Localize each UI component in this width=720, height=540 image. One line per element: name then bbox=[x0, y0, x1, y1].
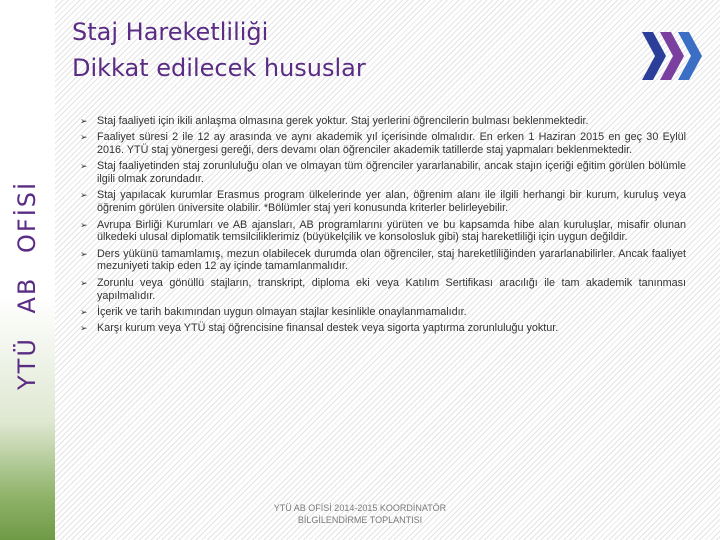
slide-title bbox=[72, 14, 366, 86]
bullet-text: Avrupa Birliği Kurumları ve AB ajansları, AB programlarını yürüten ve bu kapsamda hibe alan kuruluşlar, misafir olunan ülkedeki ulusal diplomatik temsilciliklerimiz (büyükelçilik ve konsolosluk gibi) staj hareketliliği için uygun değildir. bbox=[97, 218, 686, 244]
slide-footer bbox=[230, 502, 490, 526]
slide-title-line2: Dikkat edilecek hususlar bbox=[72, 54, 366, 82]
arrow-bullet-icon: ➢ bbox=[80, 277, 88, 288]
bullet-list bbox=[80, 115, 686, 335]
bullet-item bbox=[80, 160, 686, 186]
arrow-bullet-icon: ➢ bbox=[80, 116, 88, 126]
bullet-item bbox=[80, 248, 686, 274]
bullet-item bbox=[80, 322, 686, 335]
bullet-text: Staj faaliyetinden staj zorunluluğu olan ve olmayan tüm öğrenciler yararlanabilir, ancak stajın içeriği eğitim görülen bölümle ilgili olmak zorundadır. bbox=[97, 160, 686, 186]
arrow-bullet-icon: ➢ bbox=[80, 161, 88, 172]
footer-line2: BİLGİLENDİRME TOPLANTISI bbox=[297, 515, 423, 525]
bullet-text: Zorunlu veya gönüllü stajların, transkript, diploma eki veya Katılım Sertifikası aracılığı ile tam akademik tanınması yapılmalıdır. bbox=[97, 276, 686, 302]
arrow-bullet-icon: ➢ bbox=[80, 306, 88, 317]
slide-title-line1: Staj Hareketliliği bbox=[72, 18, 269, 46]
arrow-bullet-icon: ➢ bbox=[80, 219, 88, 230]
bullet-text: İçerik ve tarih bakımından uygun olmayan stajlar kesinlikle onaylanmamalıdır. bbox=[97, 305, 467, 318]
bullet-item bbox=[80, 277, 686, 303]
bullet-text: Staj yapılacak kurumlar Erasmus program ülkelerinde yer alan, öğrenim alanı ile ilgili herhangi bir kurum, kuruluş veya öğrenim görülen üniversite olabilir. *Bölümler staj yeri konusunda kriterler belirleyebilir. bbox=[97, 189, 686, 215]
bullet-text: Staj faaliyeti için ikili anlaşma olmasına gerek yoktur. Staj yerlerini öğrencilerin bulması beklenmektedir. bbox=[97, 115, 589, 127]
bullet-item bbox=[80, 306, 686, 319]
footer-line1: YTÜ AB OFİSİ 2014-2015 KOORDİNATÖR bbox=[273, 503, 447, 513]
bullet-text: Karşı kurum veya YTÜ staj öğrencisine finansal destek veya sigorta yaptırma zorunluluğu yoktur. bbox=[97, 322, 559, 335]
arrow-bullet-icon: ➢ bbox=[80, 190, 88, 201]
bullet-item bbox=[80, 219, 686, 245]
bullet-item bbox=[80, 115, 686, 128]
bullet-text: Faaliyet süresi 2 ile 12 ay arasında ve aynı akademik yıl içerisinde olmalıdır. En erken 1 Haziran 2015 en geç 30 Eylül 2016. YTÜ staj yönergesi gereği, ders devamı olan öğrenciler akademik tatillerde staj yapmaları beklenmektedir. bbox=[97, 131, 686, 157]
vertical-office-title: YTÜ AB OFİSİ bbox=[13, 180, 41, 390]
arrow-bullet-icon: ➢ bbox=[80, 248, 88, 259]
arrow-bullet-icon: ➢ bbox=[80, 132, 88, 143]
triple-chevron-right-icon bbox=[640, 26, 710, 86]
bullet-item bbox=[80, 189, 686, 215]
arrow-bullet-icon: ➢ bbox=[80, 323, 88, 334]
bullet-content bbox=[80, 115, 686, 338]
bullet-item bbox=[80, 131, 686, 157]
bullet-text: Ders yükünü tamamlamış, mezun olabilecek durumda olan öğrenciler, staj hareketliliğinden yararlanabilirler. Ancak faaliyet mezuniyeti takip eden 12 ay içinde tamamlanmalıdır. bbox=[97, 247, 686, 273]
